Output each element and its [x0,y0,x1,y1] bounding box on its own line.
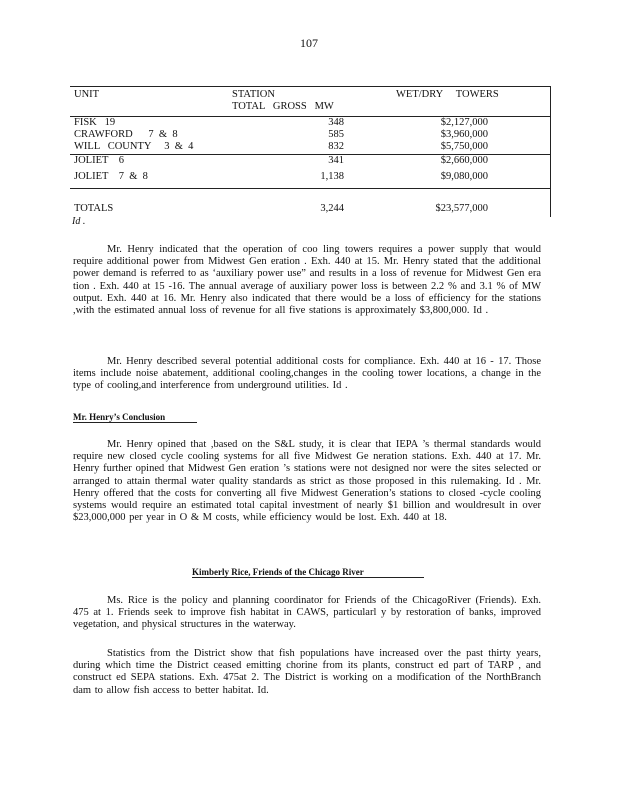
paragraph-text: Mr. Henry described several potential additional costs for compliance. Exh. 440 at 16 - 17. Those items include noise abatement, additional cooling,changes in the cooling tower locations, a change in the type of cooling,and interference from underground utilities. Id . [73,356,541,392]
totals-cost: $23,577,000 [435,203,488,214]
totals-mw: 3,244 [320,203,344,214]
paragraph-henry-conclusion [73,439,541,524]
paragraph-additional-costs [73,356,541,393]
table-rule [70,188,550,189]
paragraph-text: Statistics from the District show that fish populations have increased over the past thirty years, during which time the District ceased emitting chorine from its plants, construct ed part of TARP , and construct ed SEPA stations. Exh. 475at 2. The District is working on a modification of the NorthBranch dam to allow fish access to better habitat. Id. [73,648,541,696]
row-mw: 832 [328,141,344,152]
row-unit: WILL COUNTY 3 & 4 [74,141,194,152]
row-cost: $9,080,000 [440,171,488,182]
row-mw: 348 [328,117,344,128]
totals-label: TOTALS [74,203,114,214]
row-unit: JOLIET 7 & 8 [74,171,148,182]
paragraph-text: Mr. Henry indicated that the operation of coo ling towers requires a power supply that would require additional power from Midwest Gen eration . Exh. 440 at 15. Mr. Henry stated that the additional power demand is referred to as ‘auxiliary power use” and results in a loss of revenue for Midwest Gen era tion . Exh. 440 at 15 -16. The annual average of auxiliary power loss is between 2.2 % and 3.1 % of MW output. Exh. 440 at 16. Mr. Henry also indicated that there would be a loss of efficiency for the stations ,with the estimated annual loss of revenue for all five stations is approximately $3,800,000. Id . [73,244,541,317]
totals-row [70,203,550,214]
header-station: STATION [232,89,275,100]
row-mw: 585 [328,129,344,140]
header-unit: UNIT [74,89,100,100]
row-mw: 1,138 [320,171,344,182]
header-towers: WET/DRY TOWERS [396,89,499,100]
header-total-gross-mw: TOTAL GROSS MW [232,101,334,112]
table-row [70,117,550,128]
paragraph-auxiliary-power [73,244,541,317]
row-cost: $5,750,000 [440,141,488,152]
paragraph-fish-statistics [73,648,541,697]
row-cost: $3,960,000 [440,129,488,140]
paragraph-text: Mr. Henry opined that ,based on the S&L study, it is clear that IEPA ’s thermal standards would require new closed cycle cooling systems for all five Midwest Ge neration stations. Exh. 440 at 17. Mr. Henry further opined that Midwest Gen eration ’s stations were not designed nor were the sites selected or arranged to attain thermal water quality standards as strict as those proposed in this rulemaking. Id . Mr. Henry offered that the costs for converting all five Midwest Generation’s stations to closed -cycle cooling systems would require an estimated total capital investment of nearly $1 billion and wouldresult in over $23,000,000 per year in O & M costs, while efficiency would be lost. Exh. 440 at 18. [73,439,541,524]
row-unit: JOLIET 6 [74,155,124,166]
row-mw: 341 [328,155,344,166]
row-unit: FISK 19 [74,117,116,128]
heading-kimberly-rice: Kimberly Rice, Friends of the Chicago River [192,567,424,578]
table-row [70,155,550,166]
page-number: 107 [300,36,318,50]
row-cost: $2,127,000 [440,117,488,128]
cost-table [70,86,551,217]
table-row [70,141,550,152]
table-row [70,129,550,140]
heading-henry-conclusion: Mr. Henry’s Conclusion [73,412,197,423]
paragraph-rice-intro [73,595,541,632]
table-citation: Id . [72,216,86,227]
row-cost: $2,660,000 [440,155,488,166]
paragraph-text: Ms. Rice is the policy and planning coordinator for Friends of the ChicagoRiver (Friends). Exh. 475 at 1. Friends seek to improve fish habitat in CAWS, particularl y by restoration of banks, improved vegetation, and physical structures in the waterway. [73,595,541,631]
table-row [70,171,550,182]
row-unit: CRAWFORD 7 & 8 [74,129,178,140]
